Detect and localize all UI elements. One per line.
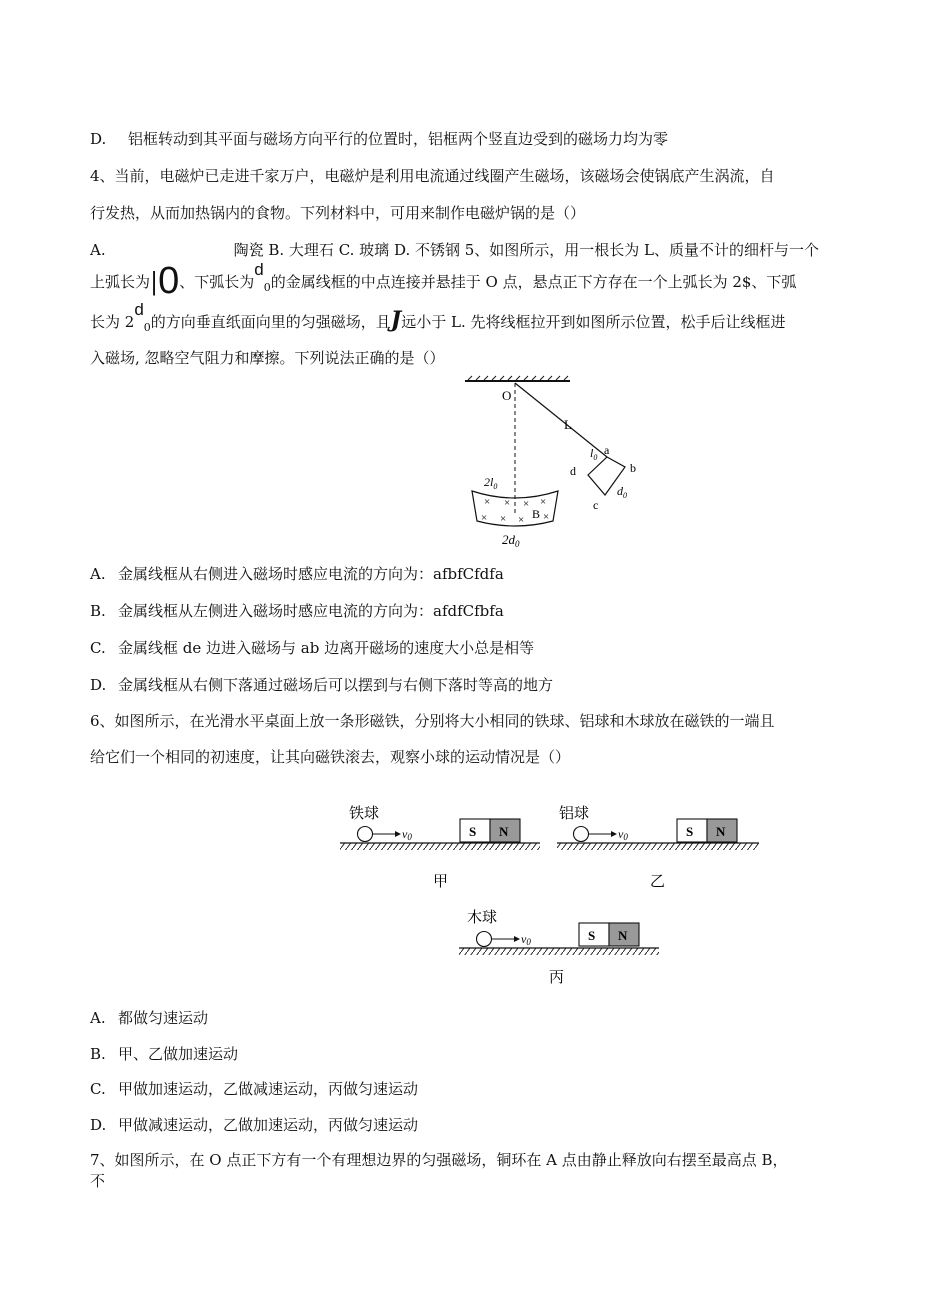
- q5-sub: 0: [263, 281, 271, 294]
- q5-text: 上弧长为: [90, 273, 151, 291]
- q6-option-a: [90, 1007, 208, 1029]
- label-s: S: [686, 824, 694, 839]
- option-text: 金属线框从右侧进入磁场时感应电流的方向为：afbfCfdfa: [118, 565, 504, 583]
- label-n: N: [499, 824, 509, 839]
- label-a: a: [604, 443, 610, 457]
- wood-ball: [477, 932, 492, 947]
- label-l: L: [564, 417, 572, 432]
- option-text: 甲做加速运动，乙做减速运动，丙做匀速运动: [118, 1080, 419, 1098]
- svg-text:×: ×: [500, 513, 507, 525]
- q5-l0-glyph: 0: [158, 260, 180, 302]
- q5-text: 的方向垂直纸面向里的匀强磁场，且: [150, 313, 391, 331]
- option-text: 都做匀速运动: [118, 1009, 209, 1027]
- option-letter: B.: [90, 1045, 106, 1063]
- q7-line-2: 不: [90, 1172, 106, 1190]
- q5-line-2: [90, 300, 786, 335]
- label-bing: 丙: [549, 970, 565, 986]
- q5-text: 的金属线框的中点连接并悬挂于 O 点，悬点正下方存在一个上弧长为 2$、下弧: [270, 273, 797, 291]
- label-s: S: [588, 928, 596, 943]
- label-v0: v0: [402, 827, 412, 842]
- q6-option-b: [90, 1043, 238, 1065]
- option-text: 金属线框 de 边进入磁场与 ab 边离开磁场的速度大小总是相等: [118, 639, 535, 657]
- q6-option-d: [90, 1114, 418, 1136]
- table-hatch: [340, 843, 540, 850]
- label-n: N: [618, 928, 628, 943]
- option-letter: A.: [90, 565, 106, 583]
- q6-line-1: 6、如图所示，在光滑水平桌面上放一条形磁铁，分别将大小相同的铁球、铝球和木球放在磁铁的一端且: [90, 712, 775, 730]
- option-text: 甲、乙做加速运动: [118, 1045, 239, 1063]
- option-letter: A.: [90, 241, 106, 259]
- label-n: N: [716, 824, 726, 839]
- q5-option-b: [90, 600, 504, 622]
- q4-options: [90, 239, 819, 261]
- label-2l0: $2l_0$: [484, 475, 498, 491]
- arrow-head: [514, 936, 520, 942]
- pendulum-figure: [460, 375, 650, 550]
- option-text: 甲做减速运动，乙做加速运动，丙做匀速运动: [118, 1116, 419, 1134]
- q5-line-3: 入磁场, 忽略空气阻力和摩擦。下列说法正确的是（）: [90, 349, 445, 367]
- svg-text:×: ×: [504, 497, 511, 509]
- svg-text:×: ×: [543, 511, 550, 523]
- q5-option-c: [90, 637, 534, 659]
- label-2d0: $2d_0$: [502, 532, 520, 549]
- setup-yi: [557, 805, 759, 890]
- option-letter: B.: [90, 602, 106, 620]
- q5-option-d: [90, 674, 553, 696]
- label-v0: v0: [618, 827, 628, 842]
- label-wood-ball: 木球: [467, 910, 498, 926]
- label-yi: 乙: [650, 874, 666, 890]
- setup-jia: [340, 805, 540, 890]
- q5-sub: 0: [143, 321, 151, 334]
- label-b: b: [630, 461, 636, 475]
- ceiling-hatch: [468, 376, 568, 380]
- label-aluminum-ball: 铝球: [559, 806, 590, 822]
- label-iron-ball: 铁球: [349, 806, 380, 822]
- q5-option-a: [90, 563, 504, 585]
- svg-text:×: ×: [481, 512, 488, 524]
- iron-ball: [358, 827, 373, 842]
- label-d0: $d_0$: [617, 484, 627, 500]
- svg-text:×: ×: [484, 496, 491, 508]
- q5-text: 长为 2: [90, 313, 135, 331]
- label-jia: 甲: [433, 874, 449, 890]
- table-hatch: [459, 948, 659, 955]
- q4-line-2: 行发热，从而加热锅内的食物。下列材料中，可用来制作电磁炉锅的是（）: [90, 204, 586, 222]
- q5-d-glyph: d: [254, 260, 264, 279]
- q4-line-1: 4、当前，电磁炉已走进千家万户，电磁炉是利用电流通过线圈产生磁场，该磁场会使锅底产生涡流，自: [90, 167, 775, 185]
- q5-line-1: 上弧长为|0、下弧长为$d_0$的金属线框的中点连接并悬挂于 O 点，悬点正下方存在一个上弧长为 2$、下弧: [90, 260, 797, 302]
- q6-option-c: [90, 1078, 418, 1100]
- label-o: O: [502, 388, 512, 403]
- label-s: S: [469, 824, 477, 839]
- option-letter: A.: [90, 1009, 106, 1027]
- arrow-head: [611, 831, 617, 837]
- setup-bing: [459, 909, 659, 986]
- q5-text: 、下弧长为: [179, 273, 255, 291]
- option-letter: D.: [90, 676, 107, 694]
- q6-line-2: 给它们一个相同的初速度，让其向磁铁滚去，观察小球的运动情况是（）: [90, 748, 571, 766]
- q7-line-1: 7、如图所示，在 O 点正下方有一个有理想边界的匀强磁场，铜环在 A 点由静止释放向右摆至最高点 B，: [90, 1151, 788, 1169]
- option-letter: C.: [90, 1080, 106, 1098]
- aluminum-ball: [574, 827, 589, 842]
- q4-options-text: 陶瓷 B. 大理石 C. 玻璃 D. 不锈钢 5、如图所示，用一根长为 L、质量不计的细杆与一个: [233, 241, 820, 259]
- q5-j-glyph: J: [390, 307, 402, 333]
- label-v0: v0: [521, 932, 531, 947]
- q5-d-glyph: d: [134, 300, 144, 319]
- svg-text:×: ×: [540, 496, 547, 508]
- option-text: 金属线框从右侧下落通过磁场后可以摆到与右侧下落时等高的地方: [118, 676, 554, 694]
- table-hatch: [557, 843, 759, 850]
- label-b-field: B: [532, 507, 541, 521]
- label-l0: $l_0$: [590, 446, 598, 462]
- q3-option-d: [90, 128, 668, 150]
- svg-text:×: ×: [518, 514, 525, 526]
- arrow-head: [395, 831, 401, 837]
- label-c: c: [593, 498, 599, 512]
- svg-text:×: ×: [523, 498, 530, 510]
- option-letter: D.: [90, 130, 107, 148]
- label-d: d: [570, 464, 576, 478]
- option-letter: D.: [90, 1116, 107, 1134]
- option-text: 金属线框从左侧进入磁场时感应电流的方向为：afdfCfbfa: [118, 602, 504, 620]
- option-text: 铝框转动到其平面与磁场方向平行的位置时，铝框两个竖直边受到的磁场力均为零: [128, 130, 669, 148]
- option-letter: C.: [90, 639, 106, 657]
- ball-magnet-figure: [335, 800, 765, 990]
- q5-text: 远小于 L. 先将线框拉开到如图所示位置，松手后让线框进: [401, 313, 786, 331]
